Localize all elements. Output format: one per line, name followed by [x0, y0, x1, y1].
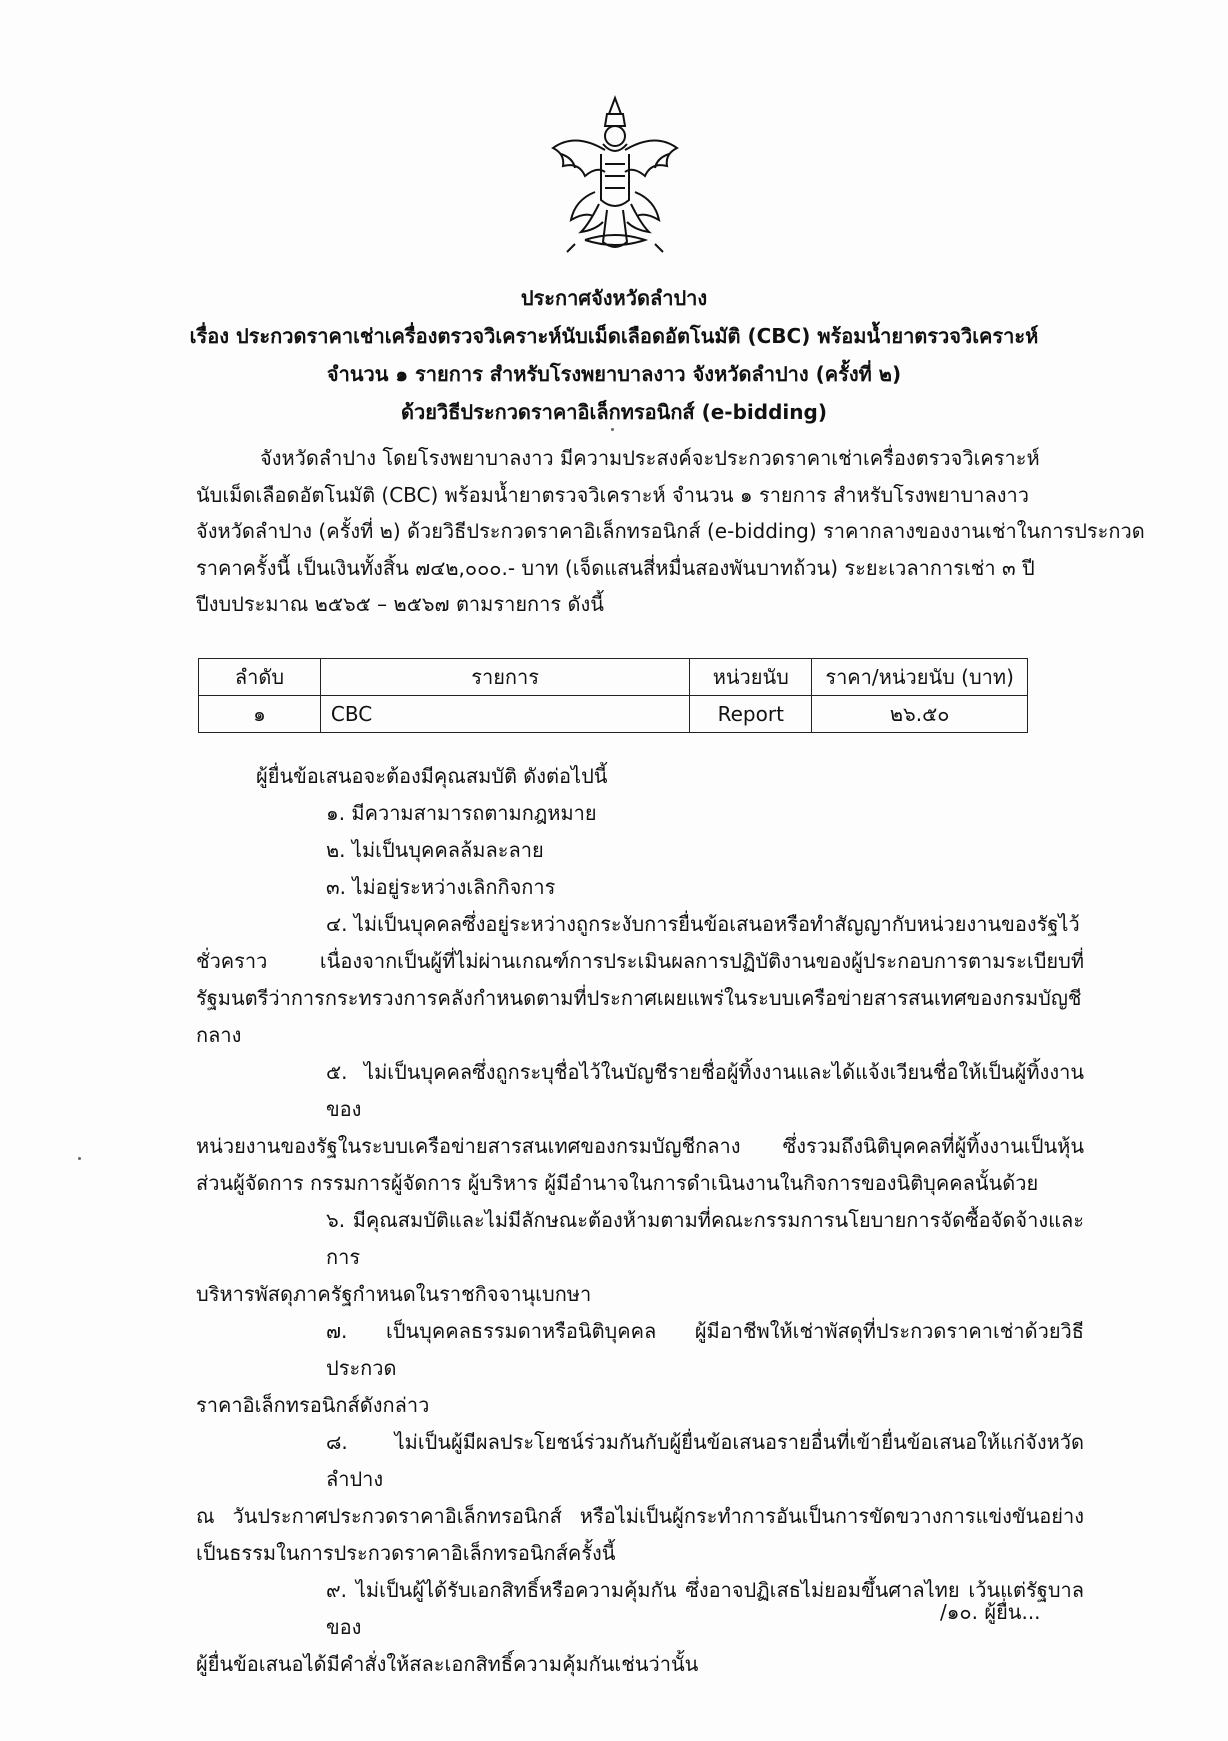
qualification-item: ๙. ไม่เป็นผู้ได้รับเอกสิทธิ์หรือความคุ้มกัน ซึ่งอาจปฏิเสธไม่ยอมขึ้นศาลไทย เว้นแต่รัฐบาลของ	[326, 1578, 1084, 1639]
qualification-item: ๓. ไม่อยู่ระหว่างเลิกกิจการ	[326, 875, 556, 899]
intro-line: จังหวัดลำปาง โดยโรงพยาบาลงาว มีความประสงค์จะประกวดราคาเช่าเครื่องตรวจวิเคราะห์	[260, 446, 1040, 470]
page-continuation: /๑๐. ผู้ยื่น...	[940, 1600, 1041, 1624]
qualification-item: ๗. เป็นบุคคลธรรมดาหรือนิติบุคคล ผู้มีอาชีพให้เช่าพัสดุที่ประกวดราคาเช่าด้วยวิธีประกวด	[326, 1319, 1084, 1380]
cell-price: ๒๖.๕๐	[812, 696, 1028, 733]
cell-item: CBC	[320, 696, 689, 733]
qualification-item: ๕. ไม่เป็นบุคคลซึ่งถูกระบุชื่อไว้ในบัญชีรายชื่อผู้ทิ้งงานและได้แจ้งเวียนชื่อให้เป็นผู้ทิ้งงานของ	[326, 1060, 1084, 1121]
qualification-item-continued: หน่วยงานของรัฐในระบบเครือข่ายสารสนเทศของกรมบัญชีกลาง ซึ่งรวมถึงนิติบุคคลที่ผู้ทิ้งงานเป็นหุ้นส่วนผู้จัดการ กรรมการผู้จัดการ ผู้บริหาร ผู้มีอำนาจในการดำเนินงานในกิจการของนิติบุคคลนั้นด้วย	[196, 1134, 1084, 1195]
subject-line-method: ด้วยวิธีประกวดราคาอิเล็กทรอนิกส์ (e-bidding)	[401, 400, 827, 424]
qualification-item: ๒. ไม่เป็นบุคคลล้มละลาย	[326, 838, 544, 862]
column-header-item: รายการ	[320, 659, 689, 696]
cell-unit: Report	[690, 696, 812, 733]
cell-no: ๑	[199, 696, 321, 733]
price-table	[198, 658, 1028, 733]
qualification-item-continued: ชั่วคราว เนื่องจากเป็นผู้ที่ไม่ผ่านเกณฑ์การประเมินผลการปฏิบัติงานของผู้ประกอบการตามระเบียบที่รัฐมนตรีว่าการกระทรวงการคลังกำหนดตามที่ประกาศเผยแพร่ในระบบเครือข่ายสารสนเทศของกรมบัญชีกลาง	[196, 949, 1084, 1047]
qualification-item-continued: ณ วันประกาศประกวดราคาอิเล็กทรอนิกส์ หรือไม่เป็นผู้กระทำการอันเป็นการขัดขวางการแข่งขันอย่างเป็นธรรมในการประกวดราคาอิเล็กทรอนิกส์ครั้งนี้	[196, 1504, 1084, 1565]
scan-speck	[78, 1157, 81, 1160]
announcement-title: ประกาศจังหวัดลำปาง	[520, 286, 708, 310]
qualification-item-continued: ราคาอิเล็กทรอนิกส์ดังกล่าว	[196, 1393, 430, 1417]
qualification-item-continued: ผู้ยื่นข้อเสนอได้มีคำสั่งให้สละเอกสิทธิ์ความคุ้มกันเช่นว่านั้น	[196, 1652, 699, 1676]
subject-line-quantity: จำนวน ๑ รายการ สำหรับโรงพยาบาลงาว จังหวัดลำปาง (ครั้งที่ ๒)	[326, 362, 902, 386]
intro-line: จังหวัดลำปาง (ครั้งที่ ๒) ด้วยวิธีประกวดราคาอิเล็กทรอนิกส์ (e-bidding) ราคากลางของงานเช่าในการประกวด	[196, 519, 1145, 543]
column-header-no: ลำดับ	[199, 659, 321, 696]
qualification-item: ๑. มีความสามารถตามกฎหมาย	[326, 801, 597, 825]
qualification-item: ๘. ไม่เป็นผู้มีผลประโยชน์ร่วมกันกับผู้ยื่นข้อเสนอรายอื่นที่เข้ายื่นข้อเสนอให้แก่จังหวัดลำปาง	[326, 1430, 1084, 1491]
garuda-emblem-icon	[545, 92, 685, 257]
table-row	[199, 696, 1028, 733]
table-header-row	[199, 659, 1028, 696]
intro-line: ราคาครั้งนี้ เป็นเงินทั้งสิ้น ๗๔๒,๐๐๐.- บาท (เจ็ดแสนสี่หมื่นสองพันบาทถ้วน) ระยะเวลาการเช่า ๓ ปี	[196, 555, 1035, 580]
column-header-unit: หน่วยนับ	[690, 659, 812, 696]
subject-line: เรื่อง ประกวดราคาเช่าเครื่องตรวจวิเคราะห์นับเม็ดเลือดอัตโนมัติ (CBC) พร้อมน้ำยาตรวจวิเคราะห์	[189, 324, 1039, 348]
intro-paragraph	[196, 440, 1145, 623]
intro-line: นับเม็ดเลือดอัตโนมัติ (CBC) พร้อมน้ำยาตรวจวิเคราะห์ จำนวน ๑ รายการ สำหรับโรงพยาบาลงาว	[196, 482, 1029, 507]
qualifications-section	[196, 758, 1084, 1683]
qualification-item: ๔. ไม่เป็นบุคคลซึ่งอยู่ระหว่างถูกระงับการยื่นข้อเสนอหรือทำสัญญากับหน่วยงานของรัฐไว้	[326, 912, 1080, 936]
qualification-item: ๖. มีคุณสมบัติและไม่มีลักษณะต้องห้ามตามที่คณะกรรมการนโยบายการจัดซื้อจัดจ้างและการ	[326, 1208, 1084, 1269]
qualifications-heading: ผู้ยื่นข้อเสนอจะต้องมีคุณสมบัติ ดังต่อไปนี้	[256, 764, 608, 788]
scan-speck	[611, 428, 614, 431]
intro-line: ปีงบประมาณ ๒๕๖๕ – ๒๕๖๗ ตามรายการ ดังนี้	[196, 592, 604, 616]
column-header-price: ราคา/หน่วยนับ (บาท)	[812, 659, 1028, 696]
qualification-item-continued: บริหารพัสดุภาครัฐกำหนดในราชกิจจานุเบกษา	[196, 1282, 592, 1306]
